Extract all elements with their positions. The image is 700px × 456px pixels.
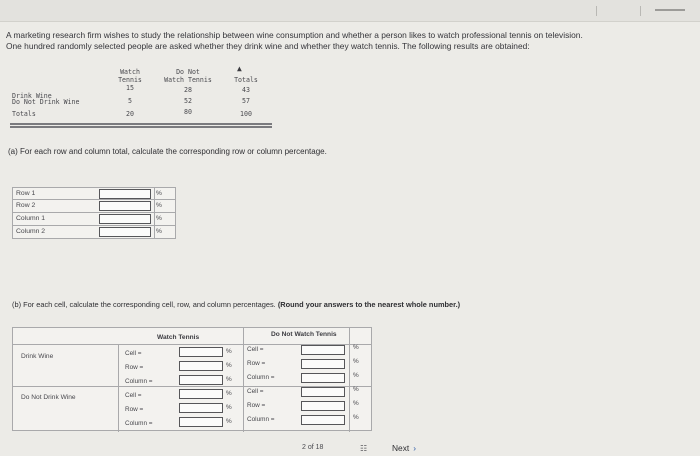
table-row — [10, 110, 272, 119]
table-row — [10, 98, 272, 107]
cell-value: 80 — [184, 108, 192, 116]
part-a-prompt — [8, 147, 327, 156]
cell-value: 28 — [184, 86, 192, 94]
row-label: Column 1 — [16, 215, 46, 222]
column-1-percent-input[interactable] — [99, 214, 151, 224]
cell-divider — [154, 226, 155, 238]
column-label: Column = — [125, 420, 153, 427]
part-b-prompt-text: (b) For each cell, calculate the corresponding cell, row, and column percentages. — [12, 300, 276, 309]
percent-unit: % — [156, 215, 162, 222]
page-indicator: 2 of 18 — [302, 444, 324, 451]
row-label: Row 2 — [16, 202, 36, 209]
table-row — [12, 187, 176, 200]
nowatch-drink-cell-input[interactable] — [301, 345, 345, 355]
row-2-percent-input[interactable] — [99, 201, 151, 211]
percent-unit: % — [156, 202, 162, 209]
cell-label: Cell = — [125, 350, 142, 357]
watch-nodrink-column-input[interactable] — [179, 417, 223, 427]
percent-unit: % — [156, 228, 162, 235]
percent-unit: % — [226, 348, 232, 355]
row-1-percent-input[interactable] — [99, 189, 151, 199]
cell-divider — [154, 188, 155, 200]
toolbar-divider — [596, 6, 597, 16]
header-watch-tennis-1: Watch — [120, 68, 140, 76]
percent-unit: % — [353, 358, 359, 365]
toolbar-divider — [640, 6, 641, 16]
chevron-right-icon: › — [413, 443, 417, 453]
percent-unit: % — [226, 404, 232, 411]
row-label: Column 2 — [16, 228, 46, 235]
table-row — [10, 84, 272, 100]
watch-nodrink-row-input[interactable] — [179, 403, 223, 413]
table-row — [12, 200, 176, 213]
part-b-prompt — [12, 300, 460, 309]
grid-line — [243, 328, 244, 432]
header-totals: Totals — [234, 76, 258, 84]
percent-unit: % — [353, 344, 359, 351]
percent-unit: % — [353, 400, 359, 407]
nowatch-drink-row-input[interactable] — [301, 359, 345, 369]
table-row — [12, 226, 176, 239]
column-label: Column = — [247, 416, 275, 423]
percent-unit: % — [353, 386, 359, 393]
nowatch-nodrink-cell-input[interactable] — [301, 387, 345, 397]
row-label-do-not-drink-wine: Do Not Drink Wine — [21, 394, 76, 401]
table-divider — [10, 126, 272, 128]
cell-value: 43 — [242, 86, 250, 94]
grid-line — [118, 344, 119, 432]
percent-unit: % — [353, 372, 359, 379]
row-label: Drink Wine — [12, 92, 52, 100]
percent-unit: % — [226, 376, 232, 383]
problem-intro: A marketing research firm wishes to study the relationship between wine consumption and whether a person likes to watch professional tennis on television. One hundred randomly selected people are asked whether they drink wine and whether they watch tennis. The following results are obtained: — [6, 30, 583, 51]
top-toolbar — [0, 0, 700, 22]
header-do-not-1: Do Not — [176, 68, 200, 76]
grid-line — [349, 328, 350, 432]
row-label: Totals — [12, 110, 36, 118]
percent-unit: % — [226, 362, 232, 369]
column-2-percent-input[interactable] — [99, 227, 151, 237]
percent-unit: % — [226, 418, 232, 425]
cell-value: 15 — [126, 84, 134, 92]
row-label: Do Not Drink Wine — [12, 98, 80, 106]
next-label: Next — [392, 443, 410, 453]
watch-nodrink-cell-input[interactable] — [179, 389, 223, 399]
row-label: Row = — [125, 406, 144, 413]
table-divider — [10, 123, 272, 125]
header-do-not-2: Watch Tennis — [164, 76, 212, 84]
nowatch-nodrink-row-input[interactable] — [301, 401, 345, 411]
header-watch-tennis: Watch Tennis — [157, 334, 200, 341]
watch-drink-row-input[interactable] — [179, 361, 223, 371]
nowatch-drink-column-input[interactable] — [301, 373, 345, 383]
column-label: Column = — [247, 374, 275, 381]
brand-mark — [655, 9, 685, 11]
column-label: Column = — [125, 378, 153, 385]
cell-value: 52 — [184, 97, 192, 105]
row-label: Row 1 — [16, 190, 36, 197]
watch-drink-column-input[interactable] — [179, 375, 223, 385]
header-do-not-watch-tennis: Do Not Watch Tennis — [271, 331, 337, 338]
cell-label: Cell = — [247, 388, 264, 395]
part-a-prompt-text: (a) For each row and column total, calculate the corresponding row or column percentage. — [8, 147, 327, 156]
part-b-table — [12, 327, 372, 431]
cell-value: 100 — [240, 110, 252, 118]
cell-label: Cell = — [247, 346, 264, 353]
table-row — [12, 213, 176, 226]
grid-view-icon[interactable]: ☷ — [360, 444, 368, 453]
row-label: Row = — [247, 360, 266, 367]
header-watch-tennis-2: Tennis — [118, 76, 142, 84]
cell-value: 20 — [126, 110, 134, 118]
row-label: Row = — [125, 364, 144, 371]
watch-drink-cell-input[interactable] — [179, 347, 223, 357]
nowatch-nodrink-column-input[interactable] — [301, 415, 345, 425]
cell-label: Cell = — [125, 392, 142, 399]
part-b-rounding-note: (Round your answers to the nearest whole number.) — [277, 300, 461, 309]
percent-unit: % — [156, 190, 162, 197]
cell-value: 5 — [128, 97, 132, 105]
cell-value: 57 — [242, 97, 250, 105]
next-button[interactable] — [392, 443, 416, 453]
percent-unit: % — [226, 390, 232, 397]
row-label: Row = — [247, 402, 266, 409]
percent-unit: % — [353, 414, 359, 421]
part-a-table — [12, 187, 176, 239]
row-label-drink-wine: Drink Wine — [21, 353, 54, 360]
cursor-icon: ▲ — [237, 64, 242, 73]
cell-divider — [154, 200, 155, 212]
cell-divider — [154, 213, 155, 225]
